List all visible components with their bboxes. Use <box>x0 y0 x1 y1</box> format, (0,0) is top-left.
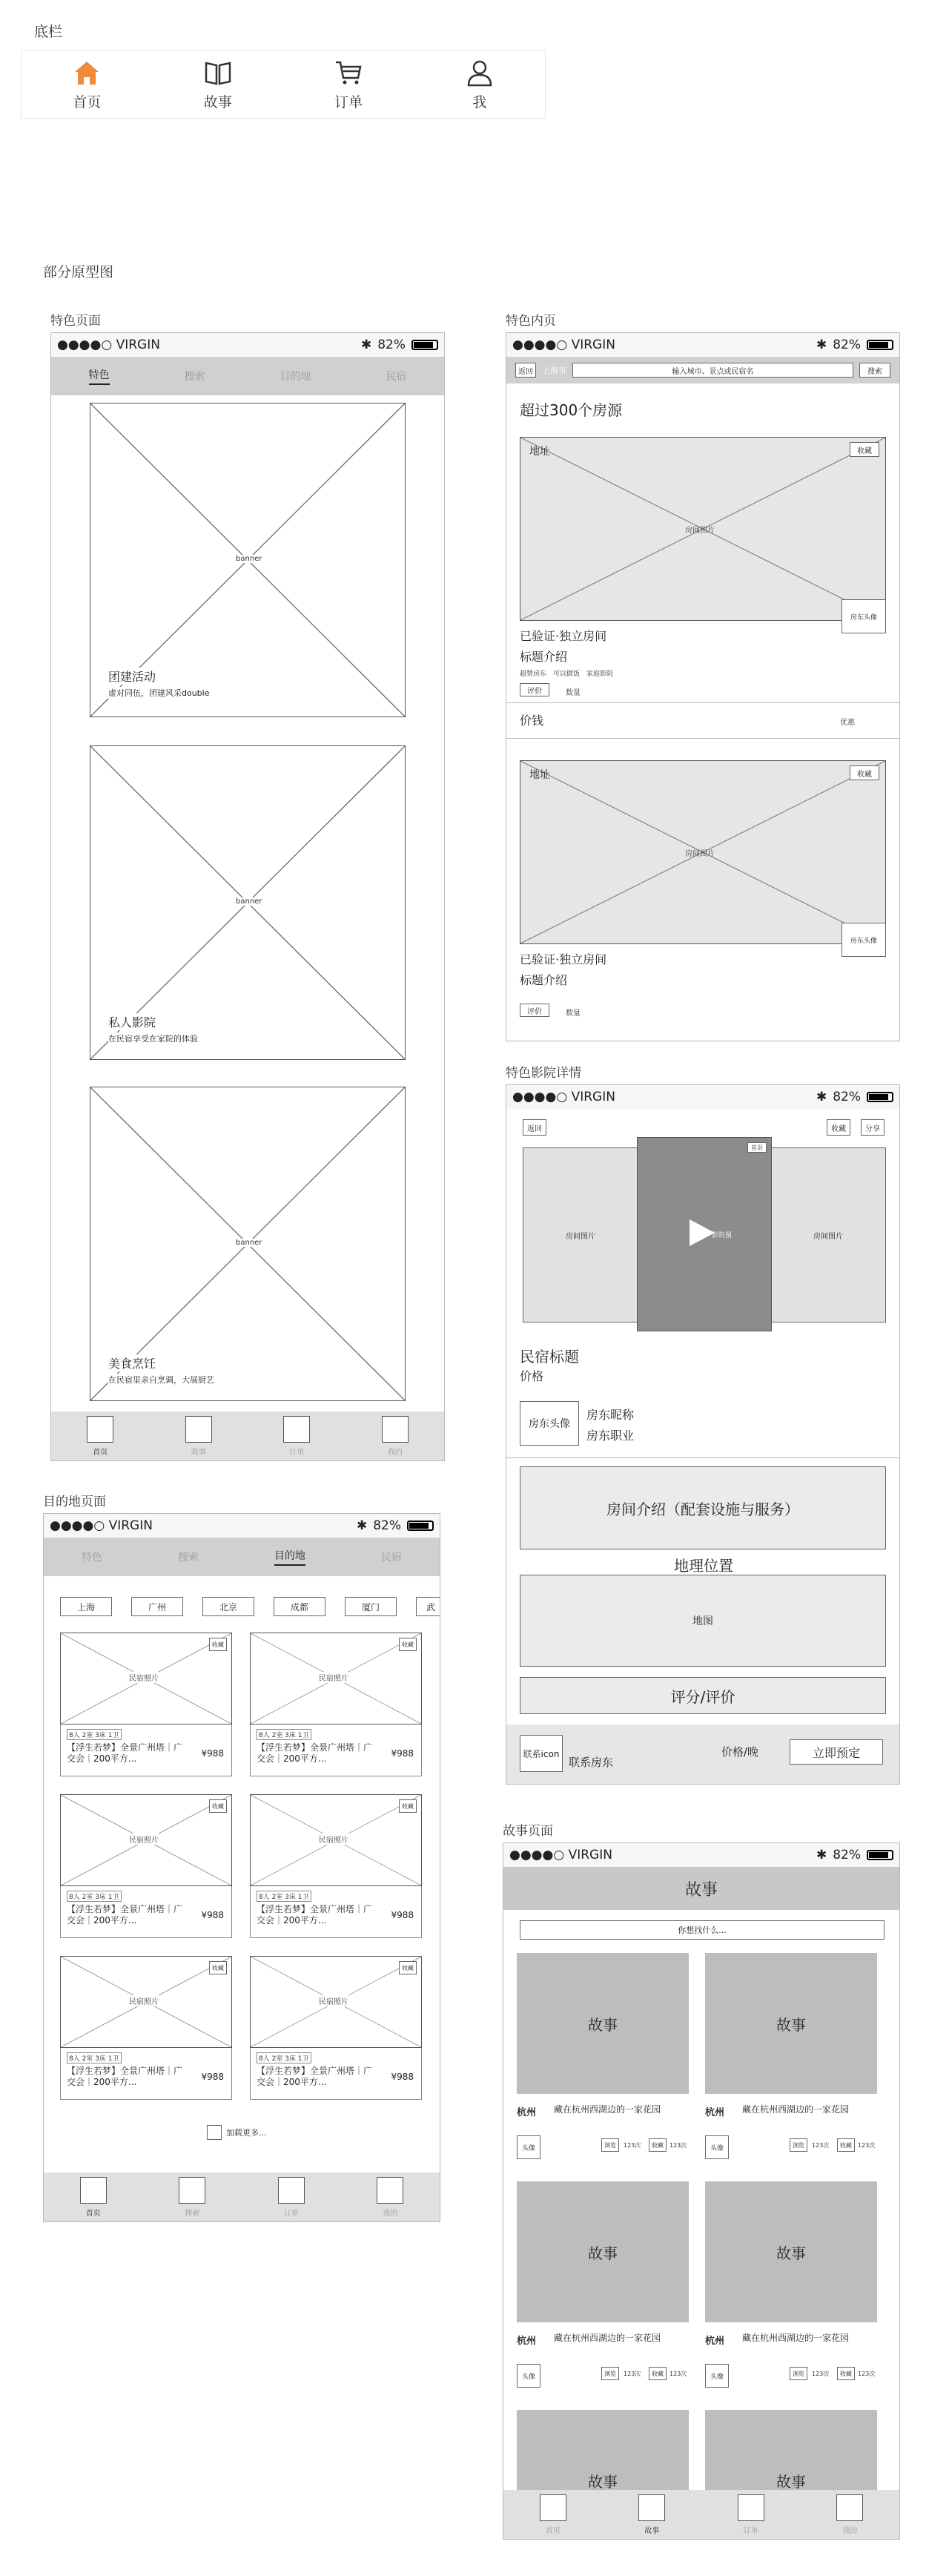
banner-subtitle: 在民宿享受在家院的体验 <box>108 1034 198 1044</box>
home-icon <box>540 2494 566 2521</box>
city-filter <box>60 1597 440 1616</box>
tabbar-item-order[interactable] <box>311 59 386 111</box>
tab-homestay[interactable]: 民宿 <box>381 1552 402 1564</box>
nav-label: 订单 <box>283 2209 299 2218</box>
nav-label: 故事 <box>644 2526 660 2535</box>
author-avatar[interactable]: 头像 <box>517 2135 540 2159</box>
gallery-right-image[interactable]: 房间图片 <box>770 1147 886 1322</box>
banner-placeholder: banner <box>236 555 262 563</box>
homestay-card[interactable] <box>60 1886 232 1938</box>
story-desc: 藏在杭州西湖边的一家花园 <box>554 2104 661 2115</box>
tabbar-item-me[interactable] <box>443 59 517 111</box>
screen-title-feature: 特色页面 <box>50 314 101 329</box>
homestay-photo[interactable] <box>250 1633 422 1725</box>
nav-label: 我的 <box>387 1448 403 1457</box>
carrier: ●●●●○ VIRGIN <box>509 1848 612 1862</box>
story-cover[interactable]: 故事 <box>705 1953 877 2094</box>
nav-label: 我的 <box>842 2526 858 2535</box>
battery-icon <box>867 1092 893 1102</box>
room-meta: 8人 2室 3床 1卫 <box>257 1729 311 1740</box>
bluetooth-icon: ✱ <box>356 1518 368 1533</box>
verify-text: 已验证·独立房间 <box>520 629 607 643</box>
homestay-name: 【浮生若梦】全景广州塔｜广交会｜200平方... <box>257 1742 373 1764</box>
banner-title: 私人影院 <box>108 1013 156 1030</box>
tabbar-label: 故事 <box>203 93 232 111</box>
phone-destination-page <box>43 1513 440 2222</box>
photo-placeholder: 民宿照片 <box>129 1995 159 2006</box>
order-icon <box>283 1416 310 1443</box>
bottom-nav <box>44 2173 440 2221</box>
nav-label: 搜索 <box>185 2209 200 2218</box>
contact-icon[interactable]: 联系icon <box>520 1735 563 1772</box>
listing-title: 民宿标题 <box>520 1348 579 1366</box>
divider <box>506 702 900 703</box>
city-chip[interactable]: 上海 <box>60 1597 112 1616</box>
tabbar-label: 我 <box>472 93 487 111</box>
phone-feature-page <box>50 332 445 1461</box>
location-title: 地理位置 <box>674 1557 733 1575</box>
photo-placeholder: 民宿照片 <box>129 1672 159 1683</box>
favorite-button[interactable]: 收藏 <box>827 1119 850 1136</box>
price-per-night: 价格/晚 <box>721 1745 759 1759</box>
banner-2[interactable] <box>90 745 406 1060</box>
divider <box>506 738 900 739</box>
photo-placeholder: 民宿照片 <box>319 1834 348 1845</box>
screen-title-destination: 目的地页面 <box>43 1495 106 1509</box>
story-city: 杭州 <box>705 2107 725 2118</box>
tabbar-item-home[interactable] <box>50 59 124 111</box>
photo-placeholder: 房间图片 <box>685 527 715 535</box>
favorite-button[interactable]: 收藏 <box>209 1961 227 1974</box>
host-job: 房东职业 <box>586 1429 635 1443</box>
nav-story[interactable] <box>185 1416 212 1457</box>
bottom-action-bar <box>506 1725 900 1785</box>
view-count: 123次 <box>812 2371 830 2377</box>
favorite-icon[interactable]: 收藏 <box>837 2138 855 2152</box>
battery-text: 82% <box>833 1848 861 1862</box>
me-icon <box>382 1416 409 1443</box>
room-meta: 8人 2室 3床 1卫 <box>257 1891 311 1902</box>
view-icon: 浏览 <box>790 2138 807 2152</box>
nav-order[interactable] <box>738 2494 764 2535</box>
search-input[interactable]: 你想找什么... <box>520 1920 884 1940</box>
cart-icon <box>334 59 363 87</box>
room-photo-2[interactable] <box>520 760 886 944</box>
homestay-card[interactable] <box>250 1886 422 1938</box>
nav-home[interactable] <box>540 2494 566 2535</box>
back-button[interactable]: 返回 <box>523 1119 546 1136</box>
phone-cinema-detail <box>506 1084 900 1785</box>
user-icon <box>465 59 495 87</box>
review-count: 数量 <box>566 1009 581 1018</box>
discount-label: 优惠 <box>840 719 855 727</box>
host-avatar[interactable]: 房东头像 <box>841 599 886 633</box>
room-meta: 8人 2室 3床 1卫 <box>67 1729 122 1740</box>
share-button[interactable]: 分享 <box>861 1119 884 1136</box>
homestay-card[interactable] <box>250 1725 422 1776</box>
host-name: 房东昵称 <box>586 1408 635 1422</box>
listing-tags: 超赞房东 可以做饭 家庭影院 <box>520 671 614 678</box>
nav-order[interactable] <box>283 1416 310 1457</box>
banner-subtitle: 在民宿里亲自烹调，大展厨艺 <box>108 1375 214 1385</box>
author-avatar[interactable]: 头像 <box>517 2364 540 2388</box>
battery-icon <box>867 1850 893 1860</box>
city-chip[interactable]: 成都 <box>274 1597 325 1616</box>
status-bar <box>506 333 899 357</box>
story-icon <box>185 1416 212 1443</box>
story-city: 杭州 <box>517 2107 537 2118</box>
bluetooth-icon: ✱ <box>816 337 827 352</box>
nav-home[interactable] <box>87 1416 113 1457</box>
city-chip[interactable]: 北京 <box>202 1597 254 1616</box>
listing-count: 超过300个房源 <box>520 401 623 419</box>
phone-feature-detail <box>506 332 900 1041</box>
story-cover[interactable]: 故事 <box>517 2410 689 2540</box>
homestay-card[interactable] <box>250 2048 422 2100</box>
nav-label: 首页 <box>545 2526 561 2535</box>
city-chip[interactable]: 广州 <box>131 1597 183 1616</box>
banner-3[interactable] <box>90 1087 406 1401</box>
carrier: ●●●●○ VIRGIN <box>57 337 160 352</box>
homestay-name: 【浮生若梦】全景广州塔｜广交会｜200平方... <box>67 1904 183 1926</box>
story-desc: 藏在杭州西湖边的一家花园 <box>554 2333 661 2343</box>
back-button[interactable]: 返回 <box>515 363 536 378</box>
gallery-main-image[interactable] <box>637 1137 772 1331</box>
view-count: 123次 <box>812 2142 830 2149</box>
me-icon <box>377 2177 403 2204</box>
bottom-nav <box>503 2490 899 2539</box>
author-avatar[interactable]: 头像 <box>705 2135 729 2159</box>
story-desc: 藏在杭州西湖边的一家花园 <box>742 2333 850 2343</box>
banner-1[interactable] <box>90 403 406 717</box>
search-input[interactable]: 输入城市、景点或民宿名 <box>572 363 853 378</box>
gallery-left-image[interactable]: 房间图片 <box>523 1147 638 1322</box>
battery-text: 82% <box>377 337 406 352</box>
nav-label: 首页 <box>93 1448 108 1457</box>
banner-placeholder: banner <box>236 1239 262 1247</box>
home-icon <box>80 2177 107 2204</box>
price-label: 价格 <box>520 1369 544 1383</box>
photo-placeholder: 民宿照片 <box>319 1995 348 2006</box>
favorite-icon[interactable]: 收藏 <box>649 2367 667 2380</box>
homestay-name: 【浮生若梦】全景广州塔｜广交会｜200平方... <box>67 2066 183 2087</box>
bluetooth-icon: ✱ <box>816 1848 827 1862</box>
nav-search[interactable] <box>179 2177 205 2218</box>
listing-intro: 标题介绍 <box>520 973 568 987</box>
contact-host[interactable]: 联系房东 <box>569 1756 614 1769</box>
view-icon: 浏览 <box>601 2367 619 2380</box>
status-bar <box>506 1085 899 1109</box>
favorite-button[interactable]: 收藏 <box>209 1799 227 1813</box>
nav-order[interactable] <box>278 2177 305 2218</box>
carrier: ●●●●○ VIRGIN <box>512 1090 615 1104</box>
homestay-photo[interactable] <box>60 1956 232 2048</box>
review-button[interactable]: 评价 <box>520 683 549 696</box>
favorite-button[interactable]: 收藏 <box>850 765 879 780</box>
favorite-count: 123次 <box>669 2371 687 2377</box>
homestay-photo[interactable] <box>250 1794 422 1886</box>
story-cover[interactable]: 故事 <box>517 2181 689 2322</box>
favorite-count: 123次 <box>669 2142 687 2149</box>
banner-title: 团建活动 <box>108 668 156 685</box>
homestay-photo[interactable] <box>60 1794 232 1886</box>
homestay-card[interactable] <box>60 2048 232 2100</box>
city-selector[interactable]: 上海市 <box>542 366 566 375</box>
homestay-name: 【浮生若梦】全景广州塔｜广交会｜200平方... <box>67 1742 183 1764</box>
story-cover[interactable]: 故事 <box>517 1953 689 2094</box>
homestay-name: 【浮生若梦】全景广州塔｜广交会｜200平方... <box>257 1904 373 1926</box>
tab-feature[interactable]: 特色 <box>82 1552 102 1564</box>
search-header <box>506 357 899 383</box>
homestay-price: ¥988 <box>201 1910 224 1920</box>
status-bar <box>44 1514 440 1538</box>
book-now-button[interactable]: 立即预定 <box>790 1739 883 1765</box>
bluetooth-icon: ✱ <box>816 1090 827 1104</box>
phone-story-page <box>503 1842 900 2540</box>
banner-title: 美食烹饪 <box>108 1354 156 1371</box>
nav-story[interactable] <box>638 2494 665 2535</box>
favorite-icon[interactable]: 收藏 <box>837 2367 855 2380</box>
tab-search[interactable]: 搜索 <box>184 371 205 383</box>
nav-me[interactable] <box>836 2494 863 2535</box>
verify-text: 已验证·独立房间 <box>520 952 607 966</box>
media-label: 影院图 <box>712 1232 733 1239</box>
screen-title-story: 故事页面 <box>503 1824 553 1839</box>
favorite-icon[interactable]: 收藏 <box>649 2138 667 2152</box>
tabbar-item-story[interactable] <box>181 59 255 111</box>
view-count: 123次 <box>624 2371 641 2377</box>
screen-title-feature-detail: 特色内页 <box>506 314 556 329</box>
room-meta: 8人 2室 3床 1卫 <box>257 2052 311 2063</box>
order-icon <box>278 2177 305 2204</box>
story-cover[interactable]: 故事 <box>705 2181 877 2322</box>
nav-me[interactable] <box>377 2177 403 2218</box>
view-icon: 浏览 <box>601 2138 619 2152</box>
home-icon <box>87 1416 113 1443</box>
tab-homestay[interactable]: 民宿 <box>386 371 407 383</box>
section-title-tabbar: 底栏 <box>34 24 63 40</box>
homestay-price: ¥988 <box>391 1910 414 1920</box>
photo-placeholder: 民宿照片 <box>319 1672 348 1683</box>
homestay-card[interactable] <box>60 1725 232 1776</box>
homestay-price: ¥988 <box>391 1748 414 1759</box>
room-meta: 8人 2室 3床 1卫 <box>67 1891 122 1902</box>
search-icon <box>179 2177 205 2204</box>
homestay-photo[interactable] <box>60 1633 232 1725</box>
city-chip[interactable]: 厦门 <box>345 1597 397 1616</box>
address-label: 地址 <box>529 769 550 781</box>
top-tabs <box>44 1538 440 1576</box>
tab-search[interactable]: 搜索 <box>178 1552 199 1564</box>
favorite-button[interactable]: 收藏 <box>399 1638 417 1651</box>
favorite-button[interactable]: 收藏 <box>399 1799 417 1813</box>
tab-destination[interactable]: 目的地 <box>280 371 311 383</box>
view-count: 123次 <box>624 2142 641 2149</box>
top-tabs <box>51 357 444 395</box>
carrier: ●●●●○ VIRGIN <box>512 337 615 352</box>
battery-icon <box>411 340 438 350</box>
tabbar-demo <box>21 50 546 119</box>
favorite-count: 123次 <box>858 2142 876 2149</box>
status-bar <box>503 1843 899 1867</box>
me-icon <box>836 2494 863 2521</box>
homestay-price: ¥988 <box>201 2072 224 2082</box>
price-label: 价钱 <box>520 714 544 728</box>
tab-feature[interactable]: 特色 <box>89 367 110 385</box>
homestay-name: 【浮生若梦】全景广州塔｜广交会｜200平方... <box>257 2066 373 2087</box>
nav-label: 订单 <box>289 1448 305 1457</box>
nav-home[interactable] <box>80 2177 107 2218</box>
battery-text: 82% <box>373 1518 401 1533</box>
review-section[interactable]: 评分/评价 <box>520 1677 886 1714</box>
banner-placeholder: banner <box>236 897 262 906</box>
search-button[interactable]: 搜索 <box>859 363 890 378</box>
bottom-nav <box>51 1411 444 1460</box>
city-chip[interactable]: 武 <box>416 1597 440 1616</box>
nav-label: 首页 <box>85 2209 101 2218</box>
book-icon <box>203 59 233 87</box>
status-bar <box>51 333 444 357</box>
tabbar-label: 订单 <box>334 93 363 111</box>
battery-icon <box>407 1521 434 1531</box>
story-icon <box>638 2494 665 2521</box>
home-icon <box>72 59 102 87</box>
room-photo-1[interactable] <box>520 437 886 621</box>
divider <box>506 1457 900 1458</box>
tabbar-label: 首页 <box>73 93 102 111</box>
image-counter: 首页 <box>747 1142 767 1153</box>
host-avatar[interactable]: 房东头像 <box>520 1401 579 1446</box>
author-avatar[interactable]: 头像 <box>705 2364 729 2388</box>
story-city: 杭州 <box>705 2336 725 2347</box>
bluetooth-icon: ✱ <box>360 337 372 352</box>
battery-icon <box>867 340 893 350</box>
carrier: ●●●●○ VIRGIN <box>50 1518 153 1533</box>
photo-placeholder: 房间图片 <box>685 850 715 858</box>
favorite-button[interactable]: 收藏 <box>850 442 879 457</box>
favorite-count: 123次 <box>858 2371 876 2377</box>
review-button[interactable]: 评价 <box>520 1004 549 1017</box>
load-more-icon <box>207 2125 222 2140</box>
tab-destination[interactable]: 目的地 <box>274 1548 305 1566</box>
story-cover[interactable]: 故事 <box>705 2410 877 2540</box>
homestay-price: ¥988 <box>391 2072 414 2082</box>
favorite-button[interactable]: 收藏 <box>209 1638 227 1651</box>
page-header: 故事 <box>503 1867 899 1910</box>
nav-me[interactable] <box>382 1416 409 1457</box>
photo-placeholder: 民宿照片 <box>129 1834 159 1845</box>
room-meta: 8人 2室 3床 1卫 <box>67 2052 122 2063</box>
story-city: 杭州 <box>517 2336 537 2347</box>
map[interactable]: 地图 <box>520 1575 886 1667</box>
banner-subtitle: 虚对同伍，团建风采double <box>108 688 210 698</box>
battery-text: 82% <box>833 337 861 352</box>
nav-label: 订单 <box>743 2526 758 2535</box>
order-icon <box>738 2494 764 2521</box>
section-title-prototypes: 部分原型图 <box>43 264 114 280</box>
nav-label: 我的 <box>383 2209 398 2218</box>
homestay-price: ¥988 <box>201 1748 224 1759</box>
nav-label: 故事 <box>191 1448 206 1457</box>
screen-title-cinema: 特色影院详情 <box>506 1066 581 1081</box>
load-more-text: 加载更多... <box>226 2128 267 2138</box>
view-icon: 浏览 <box>790 2367 807 2380</box>
story-desc: 藏在杭州西湖边的一家花园 <box>742 2104 850 2115</box>
battery-text: 82% <box>833 1090 861 1104</box>
homestay-photo[interactable] <box>250 1956 422 2048</box>
host-avatar[interactable]: 房东头像 <box>841 923 886 957</box>
room-intro-card[interactable]: 房间介绍（配套设施与服务） <box>520 1466 886 1549</box>
load-more[interactable] <box>207 2125 267 2140</box>
review-count: 数量 <box>566 689 581 697</box>
favorite-button[interactable]: 收藏 <box>399 1961 417 1974</box>
address-label: 地址 <box>529 446 550 458</box>
listing-intro: 标题介绍 <box>520 650 568 664</box>
